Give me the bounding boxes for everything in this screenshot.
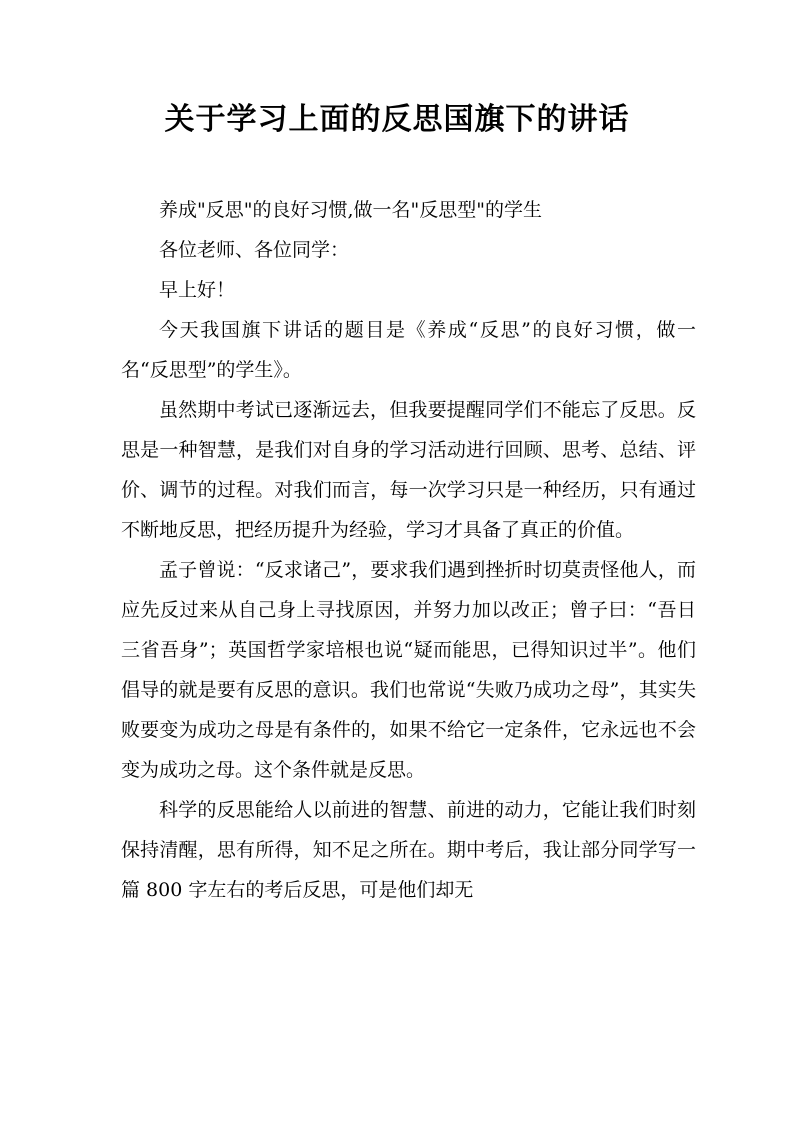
paragraph-salutation: 各位老师、各位同学： [159,239,350,261]
document-body [121,190,696,910]
paragraph-science-reflection: 科学的反思能给人以前进的智慧、前进的动力，它能让我们时刻保持清醒，思有所得，知不足之所在。期中考后，我让部分同学写一篇 800 字左右的考后反思，可是他们却无 [121,799,696,901]
document-title: 关于学习上面的反思国旗下的讲话 [164,102,630,137]
paragraph-greeting: 早上好！ [159,279,236,301]
paragraph-reflection-intro: 虽然期中考试已逐渐远去，但我要提醒同学们不能忘了反思。反思是一种智慧，是我们对自身的学习活动进行回顾、思考、总结、评价、调节的过程。对我们而言，每一次学习只是一种经历，只有通过不断地反思，把经历提升为经验，学习才具备了真正的价值。 [121,399,696,541]
paragraph-quotes: 孟子曾说：“反求诸己”，要求我们遇到挫折时切莫责怪他人，而应先反过来从自己身上寻找原因，并努力加以改正；曾子曰：“吾日三省吾身”；英国哲学家培根也说“疑而能思，已得知识过半”。他们倡导的就是要有反思的意识。我们也常说“失败乃成功之母”，其实失败要变为成功之母是有条件的，如果不给它一定条件，它永远也不会变为成功之母。这个条件就是反思。 [121,559,696,781]
paragraph-subtitle: 养成"反思"的良好习惯,做一名"反思型"的学生 [159,199,542,221]
paragraph-topic: 今天我国旗下讲话的题目是《养成“反思”的良好习惯，做一名“反思型”的学生》。 [121,319,696,381]
